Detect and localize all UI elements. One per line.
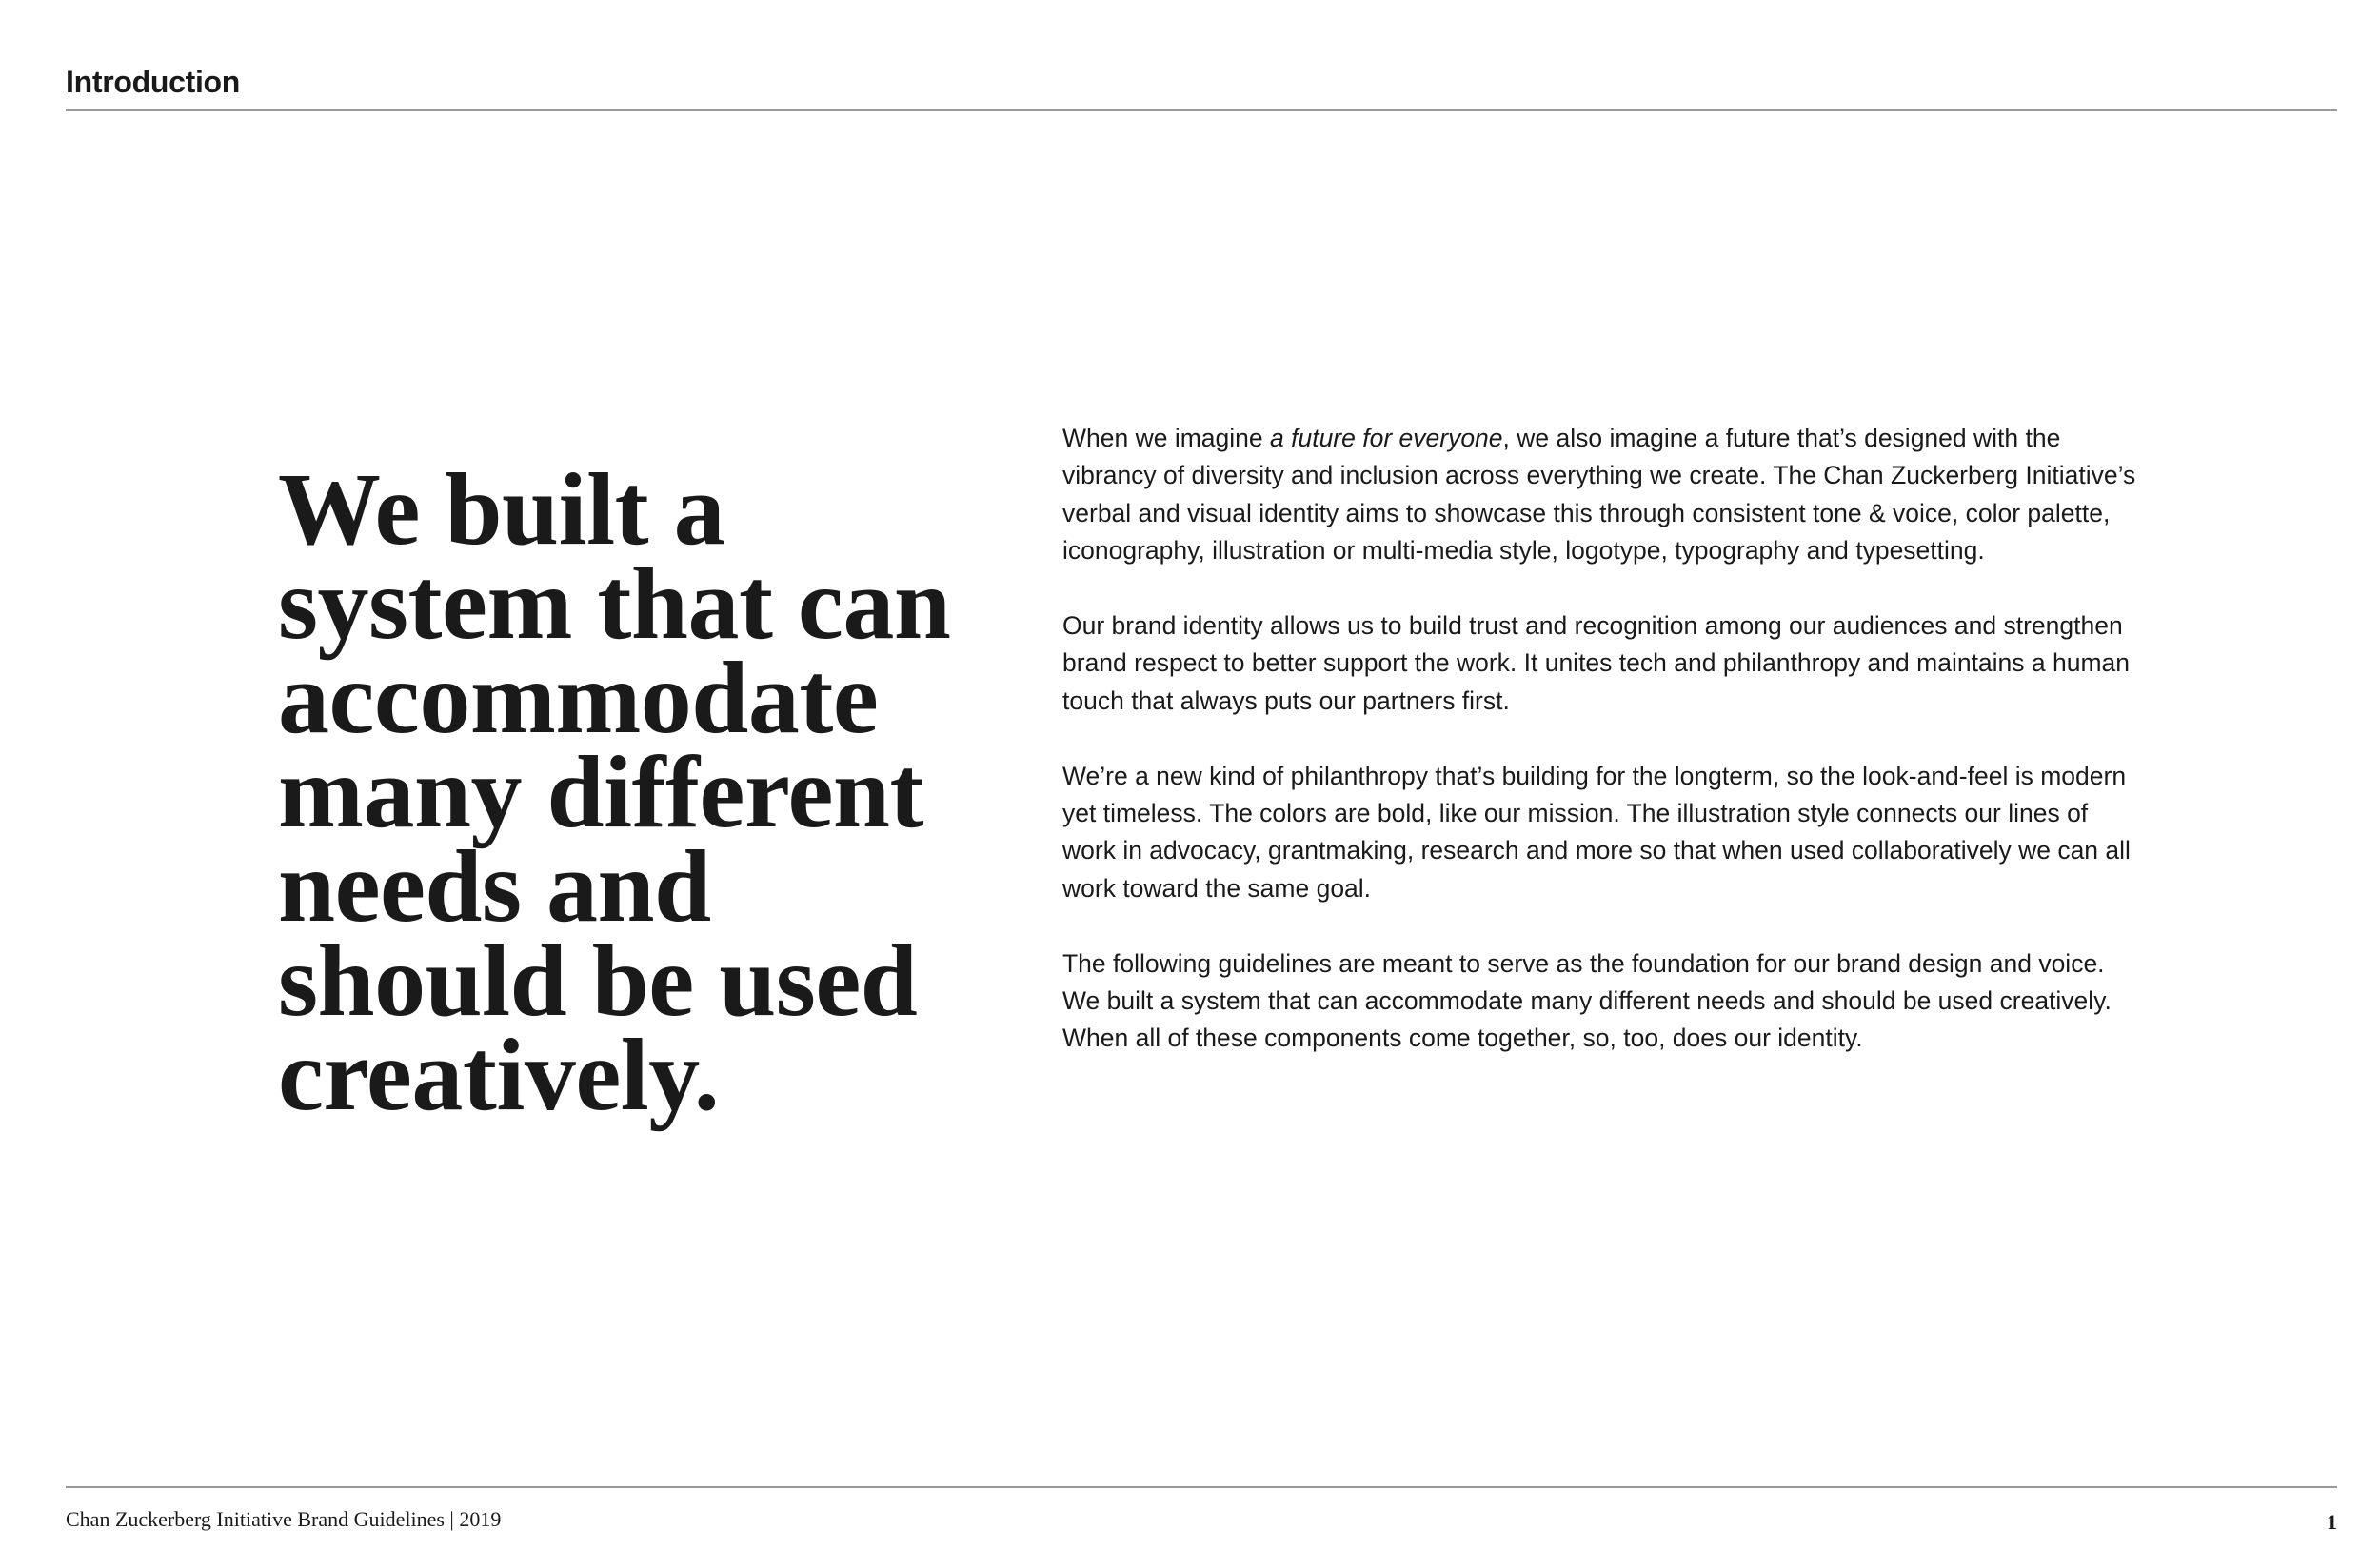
footer-document-title: Chan Zuckerberg Initiative Brand Guidelines | 2019 xyxy=(66,1507,502,1531)
page-number: 1 xyxy=(2327,1510,2337,1534)
paragraph-intro-emphasis: a future for everyone xyxy=(1270,424,1503,452)
paragraph-philanthropy: We’re a new kind of philanthropy that’s building for the longterm, so the look-and-feel is modern yet timeless. The colors are bold, like our mission. The illustration style connects our lines of work in advocacy, grantmaking, research and more so that when used collaboratively we can all work toward the same goal. xyxy=(1062,761,2131,903)
header-divider xyxy=(66,109,2337,111)
paragraph-intro-lead: When we imagine xyxy=(1062,424,1270,452)
headline: We built a system that can accommodate many different needs and should be used creatively. xyxy=(278,453,951,1132)
body-copy xyxy=(1062,420,2138,1095)
footer-divider xyxy=(66,1486,2337,1488)
paragraph-intro-rest: , we also imagine a future that’s designed with the vibrancy of diversity and inclusion across everything we create. The Chan Zuckerberg Initiative’s verbal and visual identity aims to showcase this through consistent tone & voice, color palette, iconography, illustration or multi-media style, logotype, typography and typesetting. xyxy=(1062,424,2136,566)
section-title: Introduction xyxy=(66,65,241,99)
paragraph-guidelines: The following guidelines are meant to serve as the foundation for our brand design and voice. We built a system that can accommodate many different needs and should be used creatively. When all of these components come together, so, too, does our identity. xyxy=(1062,948,2112,1053)
paragraph-brand-identity: Our brand identity allows us to build trust and recognition among our audiences and strengthen brand respect to better support the work. It unites tech and philanthropy and maintains a human touch that always puts our partners first. xyxy=(1062,611,2131,715)
paragraph-intro xyxy=(1062,420,2138,570)
